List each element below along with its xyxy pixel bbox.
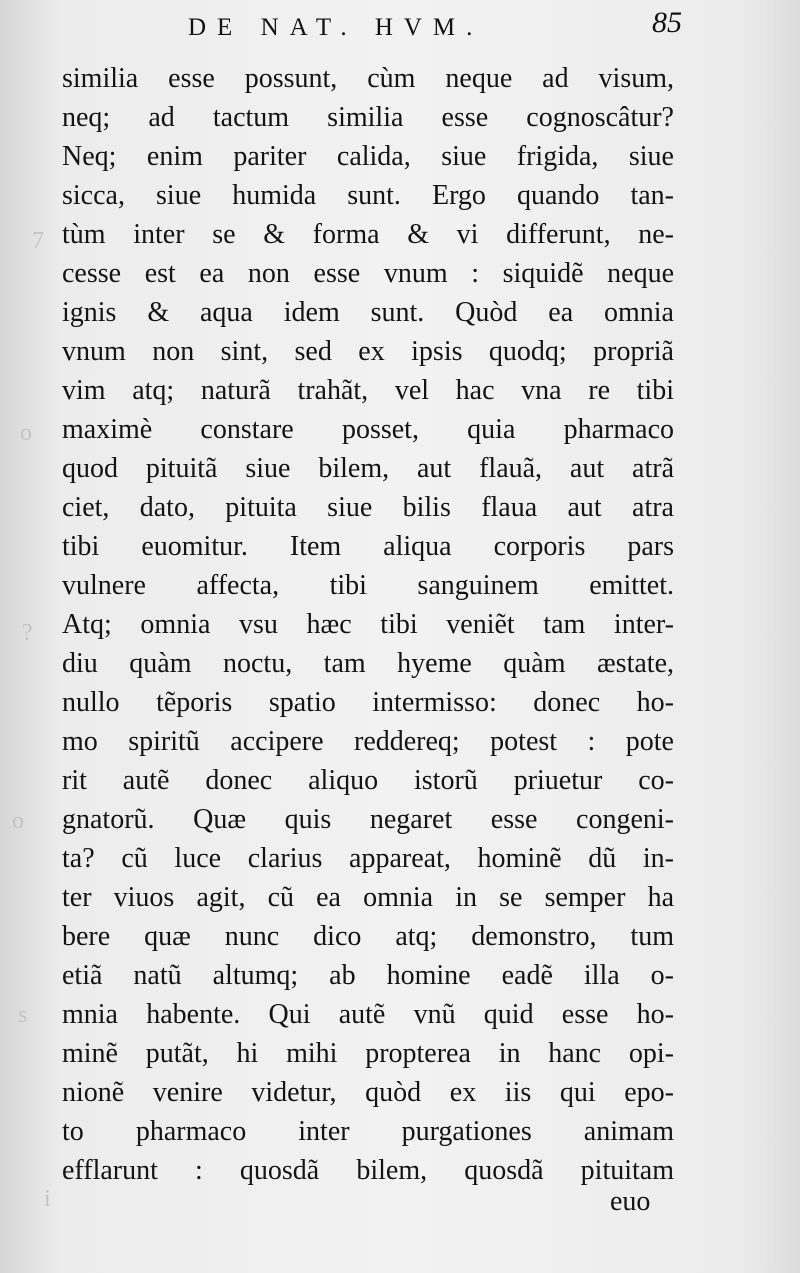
text-line: similia esse possunt, cùm neque ad visum, (62, 63, 674, 94)
text-line: sicca, siue humida sunt. Ergo quando tan- (62, 180, 674, 211)
bleed-through-mark: i (44, 1186, 51, 1212)
text-line: to pharmaco inter purgationes animam (62, 1116, 674, 1147)
bleed-through-mark: o (20, 420, 32, 446)
bleed-through-mark: ? (22, 620, 33, 646)
text-line: diu quàm noctu, tam hyeme quàm æstate, (62, 648, 674, 679)
text-line: rit autẽ donec aliquo istorũ priuetur co- (62, 765, 674, 796)
bleed-through-mark: s (18, 1002, 28, 1028)
catchword: euo (610, 1186, 651, 1217)
text-line: vulnere affecta, tibi sanguinem emittet. (62, 570, 674, 601)
text-line: Atq; omnia vsu hæc tibi veniẽt tam inter- (62, 609, 674, 640)
running-head: DE NAT. HVM. (188, 14, 484, 41)
text-line: maximè constare posset, quia pharmaco (62, 414, 674, 445)
text-line: nullo tẽporis spatio intermisso: donec ho- (62, 687, 674, 718)
bleed-through-mark: o (12, 808, 24, 834)
text-line: Neq; enim pariter calida, siue frigida, siue (62, 141, 674, 172)
text-line: cesse est ea non esse vnum : siquidẽ neque (62, 258, 674, 289)
text-line: ta? cũ luce clarius appareat, hominẽ dũ in- (62, 843, 674, 874)
text-line: efflarunt : quosdã bilem, quosdã pituitam (62, 1155, 674, 1186)
text-line: ter viuos agit, cũ ea omnia in se semper ha (62, 882, 674, 913)
text-line: vnum non sint, sed ex ipsis quodq; propriã (62, 336, 674, 367)
text-line: nionẽ venire videtur, quòd ex iis qui epo- (62, 1077, 674, 1108)
text-line: neq; ad tactum similia esse cognoscâtur? (62, 102, 674, 133)
text-line: mnia habente. Qui autẽ vnũ quid esse ho- (62, 999, 674, 1030)
bleed-through-mark: 7 (32, 228, 44, 254)
text-line: ignis & aqua idem sunt. Quòd ea omnia (62, 297, 674, 328)
text-line: etiã natũ altumq; ab homine eadẽ illa o- (62, 960, 674, 991)
text-line: quod pituitã siue bilem, aut flauã, aut atrã (62, 453, 674, 484)
text-line: vim atq; naturã trahãt, vel hac vna re tibi (62, 375, 674, 406)
text-line: tùm inter se & forma & vi differunt, ne- (62, 219, 674, 250)
text-line: ciet, dato, pituita siue bilis flaua aut atra (62, 492, 674, 523)
text-line: minẽ putãt, hi mihi propterea in hanc opi- (62, 1038, 674, 1069)
page-number: 85 (652, 6, 682, 39)
text-line: tibi euomitur. Item aliqua corporis pars (62, 531, 674, 562)
body-text (62, 59, 674, 1190)
text-line: gnatorũ. Quæ quis negaret esse congeni- (62, 804, 674, 835)
text-line: bere quæ nunc dico atq; demonstro, tum (62, 921, 674, 952)
text-line: mo spiritũ accipere reddereq; potest : pote (62, 726, 674, 757)
